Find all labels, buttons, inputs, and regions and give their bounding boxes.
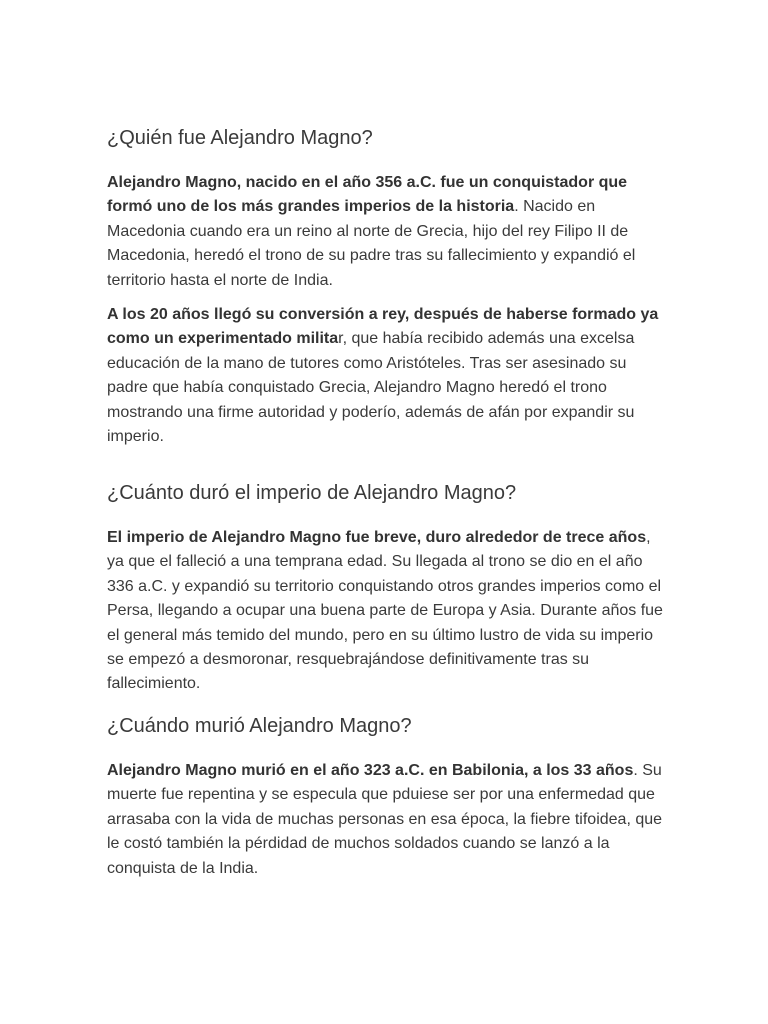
paragraph-text: , ya que el falleció a una temprana edad. Su llegada al trono se dio en el año 336 a.C. y expandió su territorio conquistando otros grandes imperios como el Persa, llegando a ocupar una buena parte de Europa y Asia. Durante años fue el general más temido del mundo, pero en su último lustro de vida su imperio se empezó a desmoronar, resquebrajándose definitivamente tras su fallecimiento. — [107, 529, 663, 693]
paragraph-bold-text: A los 20 años llegó su conversión a rey, después de haberse formado ya como un experimentado milita — [107, 306, 659, 348]
paragraph-coronation — [107, 303, 667, 449]
paragraph-birth — [107, 171, 667, 293]
section-heading-empire-duration: ¿Cuánto duró el imperio de Alejandro Magno? — [107, 482, 517, 504]
paragraph-death — [107, 759, 667, 881]
paragraph-text: . Su muerte fue repentina y se especula que pduiese ser por una enfermedad que arrasaba con la vida de muchas personas en esa época, la fiebre tifoidea, que le costó también la pérdidad de muchos soldados cuando se lanzó a la conquista de la India. — [107, 762, 663, 877]
paragraph-bold-text: Alejandro Magno murió en el año 323 a.C. en Babilonia, a los 33 años — [107, 762, 634, 779]
section-heading-death: ¿Cuándo murió Alejandro Magno? — [107, 715, 412, 737]
section-heading-who: ¿Quién fue Alejandro Magno? — [107, 127, 373, 149]
paragraph-text: . Nacido en Macedonia cuando era un reino al norte de Grecia, hijo del rey Filipo II de Macedonia, heredó el trono de su padre tras su fallecimiento y expandió el territorio hasta el norte de India. — [107, 198, 636, 289]
paragraph-empire — [107, 526, 667, 697]
paragraph-text: r, que había recibido además una excelsa educación de la mano de tutores como Aristóteles. Tras ser asesinado su padre que había conquistado Grecia, Alejandro Magno heredó el trono mostrando una firme autoridad y poderío, además de afán por expandir su imperio. — [107, 330, 635, 446]
paragraph-bold-text: El imperio de Alejandro Magno fue breve, duro alrededor de trece años — [107, 529, 647, 546]
paragraph-bold-text: Alejandro Magno, nacido en el año 356 a.C. fue un conquistador que formó uno de los más grandes imperios de la historia — [107, 174, 628, 216]
